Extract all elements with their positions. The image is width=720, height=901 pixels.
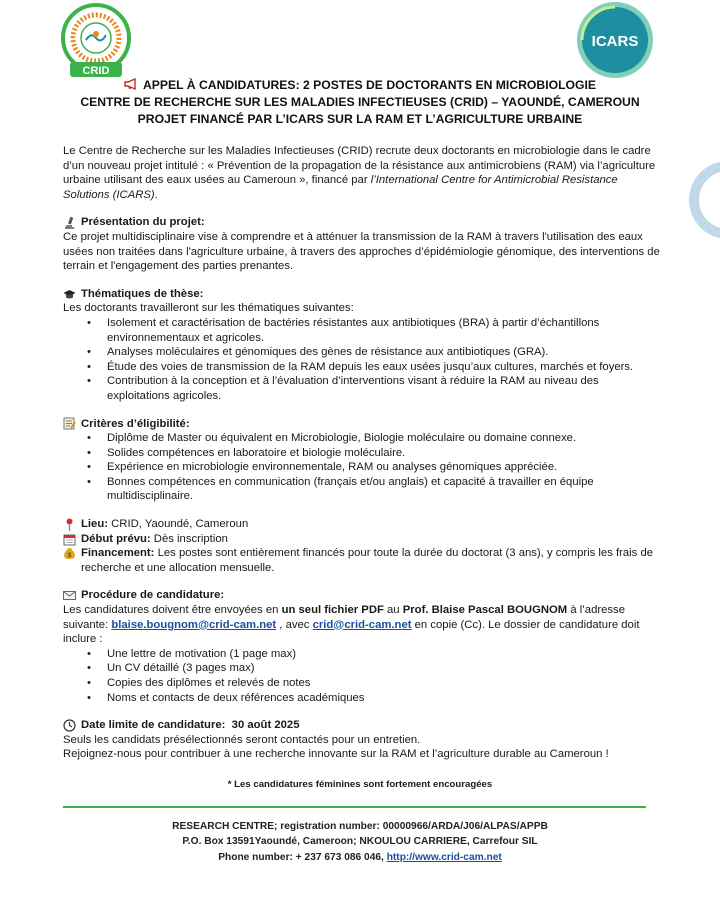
section-themes: [63, 287, 663, 404]
email-link-crid[interactable]: crid@crid-cam.net: [312, 618, 412, 631]
document-body: [63, 144, 663, 762]
presentation-title: Présentation du projet:: [81, 216, 205, 229]
themes-title: Thématiques de thèse:: [81, 287, 204, 300]
footer-line-1: RESEARCH CENTRE; registration number: 00000966/ARDA/J06/ALPAS/APPB: [172, 821, 548, 832]
section-procedure: [63, 588, 663, 705]
list-item: • Bonnes compétences en communication (français et/ou anglais) et capacité à travailler en équipe multidisciplinaire.: [87, 475, 663, 504]
list-item: • Noms et contacts de deux références académiques: [87, 691, 663, 706]
footer-divider: [63, 806, 646, 808]
criteria-list: [87, 431, 663, 504]
graduation-cap-icon: [63, 288, 76, 301]
women-encouraged-note: * Les candidatures féminines sont fortement encouragées: [227, 779, 493, 790]
detail-location: Lieu: CRID, Yaoundé, Cameroun: [63, 517, 663, 532]
list-item: • Solides compétences en laboratoire et biologie moléculaire.: [87, 446, 663, 461]
header-line-1: APPEL À CANDIDATURES: 2 POSTES DE DOCTORANTS EN MICROBIOLOGIE: [142, 78, 596, 92]
footer-line-3: Phone number: + 237 673 086 046, http://www.crid-cam.net: [218, 851, 502, 863]
section-deadline: [63, 718, 663, 762]
document-header: [60, 77, 660, 128]
crid-logo-text: CRID: [82, 65, 110, 77]
list-item: • Isolement et caractérisation de bactéries résistantes aux antibiotiques (BRA) à partir d’échantillons environnementaux et agricoles.: [87, 316, 663, 345]
criteria-title: Critères d’éligibilité:: [81, 417, 190, 430]
deadline-line-2: Rejoignez-nous pour contribuer à une recherche innovante sur la RAM et l’agriculture durable au Cameroun !: [63, 748, 609, 761]
deadline-label: Date limite de candidature:: [81, 719, 226, 732]
icars-logo: [572, 0, 658, 80]
megaphone-icon: [124, 78, 140, 90]
procedure-title: Procédure de candidature:: [81, 589, 225, 602]
footer-line-2: P.O. Box 13591Yaoundé, Cameroon; NKOULOU CARRIERE, Carrefour SIL: [182, 836, 538, 848]
list-item: • Étude des voies de transmission de la RAM depuis les eaux usées jusqu’aux cultures, marchés et foyers.: [87, 360, 663, 375]
detail-funding: $ Financement: Les postes sont entièrement financés pour toute la durée du doctorat (3 ans), y compris les frais de recherche et une allocation mensuelle.: [63, 546, 663, 575]
procedure-text: Les candidatures doivent être envoyées en un seul fichier PDF au Prof. Blaise Pascal BOUGNOM à l’adresse suivante: blaise.bougnom@crid-cam.net , avec crid@crid-cam.net en copie (Cc). Le dossier de candidature doit inclure :: [63, 604, 640, 646]
envelope-icon: [63, 589, 76, 602]
deadline-date: 30 août 2025: [225, 719, 300, 732]
memo-icon: [63, 417, 76, 430]
svg-text:$: $: [67, 553, 72, 560]
calendar-icon: [63, 533, 76, 546]
deadline-line-1: Seuls les candidats présélectionnés seront contactés pour un entretien.: [63, 733, 421, 746]
procedure-list: [87, 647, 663, 705]
email-link-bougnom[interactable]: blaise.bougnom@crid-cam.net: [111, 618, 277, 631]
list-item: • Une lettre de motivation (1 page max): [87, 647, 663, 662]
microscope-icon: [63, 216, 76, 229]
themes-intro: Les doctorants travailleront sur les thématiques suivantes:: [63, 302, 354, 315]
header-line-3: PROJET FINANCÉ PAR L’ICARS SUR LA RAM ET L’AGRICULTURE URBAINE: [137, 112, 583, 126]
pin-icon: [63, 518, 76, 531]
section-criteria: [63, 417, 663, 505]
presentation-text: Ce projet multidisciplinaire vise à comprendre et à atténuer la transmission de la RAM à travers l'utilisation des eaux usées non traitées dans l'agriculture urbaine, à travers des approches d’épidémiologie génomique, des interventions de terrain et l'engagement des parties prenantes.: [63, 230, 660, 273]
list-item: • Copies des diplômes et relevés de notes: [87, 676, 663, 691]
list-item: • Diplôme de Master ou équivalent en Microbiologie, Biologie moléculaire ou domaine connexe.: [87, 431, 663, 446]
detail-start: Début prévu: Dès inscription: [63, 532, 663, 547]
section-presentation: [63, 215, 663, 273]
list-item: • Expérience en microbiologie environnementale, RAM ou analyses génomiques appréciée.: [87, 460, 663, 475]
website-link[interactable]: http://www.crid-cam.net: [386, 851, 502, 863]
icars-logo-text: ICARS: [591, 33, 639, 50]
edge-decoration: [684, 150, 720, 250]
clock-icon: [63, 719, 76, 732]
money-bag-icon: [63, 547, 76, 560]
list-item: • Analyses moléculaires et génomiques des gènes de résistance aux antibiotiques (GRA).: [87, 345, 663, 360]
list-item: • Un CV détaillé (3 pages max): [87, 661, 663, 676]
footer: [60, 819, 660, 865]
themes-list: [87, 316, 663, 404]
list-item: • Contribution à la conception et à l’évaluation d’interventions visant à réduire la RAM au niveau des exploitations agricoles.: [87, 374, 663, 403]
crid-logo: [56, 2, 136, 80]
intro-paragraph: Le Centre de Recherche sur les Maladies Infectieuses (CRID) recrute deux doctorants en microbiologie dans le cadre d’un nouveau projet intitulé : « Prévention de la propagation de la résistance aux antimicrobiens (RAM) via l’agriculture urbaine utilisant des eaux usées au Cameroun », financé par l’International Centre for Antimicrobial Resistance Solutions (ICARS).: [63, 145, 656, 201]
header-line-2: CENTRE DE RECHERCHE SUR LES MALADIES INFECTIEUSES (CRID) – YAOUNDÉ, CAMEROUN: [80, 95, 640, 109]
section-details: [63, 517, 663, 575]
